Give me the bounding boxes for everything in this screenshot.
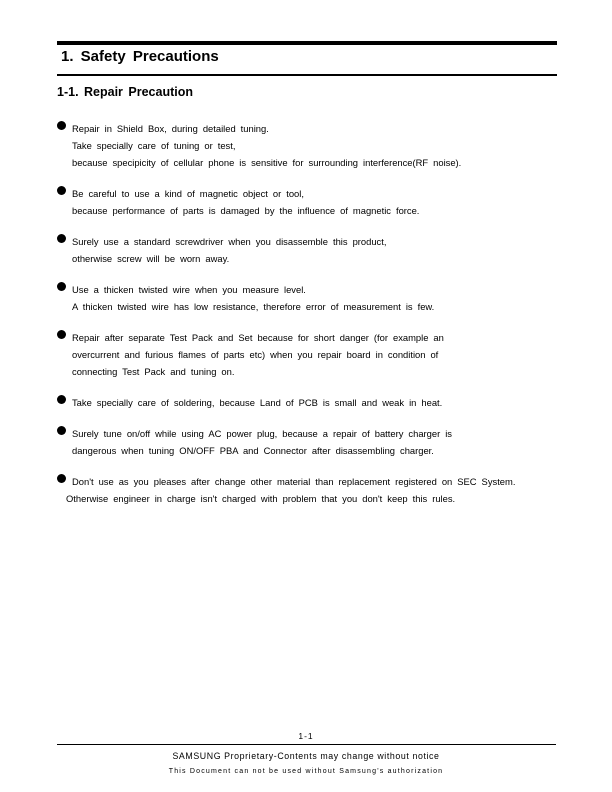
footer-legal: This Document can not be used without Samsung's authorization	[168, 768, 444, 775]
precaution-line: Repair after separate Test Pack and Set because for short danger (for example an	[72, 332, 444, 343]
bullet-icon	[57, 395, 66, 404]
bullet-icon	[57, 426, 66, 435]
precaution-list	[57, 120, 567, 507]
precaution-line: otherwise screw will be worn away.	[72, 253, 230, 264]
bullet-icon	[57, 234, 66, 243]
precaution-item	[57, 425, 567, 459]
bullet-icon	[57, 330, 66, 339]
chapter-title: 1. Safety Precautions	[61, 48, 219, 65]
precaution-line: Take specially care of tuning or test,	[72, 140, 236, 151]
footer-notice: SAMSUNG Proprietary-Contents may change without notice	[172, 751, 440, 761]
precaution-item	[57, 185, 567, 219]
bullet-icon	[57, 474, 66, 483]
footer-rule	[57, 744, 556, 745]
precaution-line: because performance of parts is damaged by the influence of magnetic force.	[72, 205, 420, 216]
bullet-icon	[57, 282, 66, 291]
precaution-line: because specipicity of cellular phone is sensitive for surrounding interference(RF noise).	[72, 157, 462, 168]
section-title: 1-1. Repair Precaution	[57, 85, 193, 99]
precaution-line: dangerous when tuning ON/OFF PBA and Connector after disassembling charger.	[72, 445, 434, 456]
bullet-icon	[57, 186, 66, 195]
precaution-line: A thicken twisted wire has low resistance, therefore error of measurement is few.	[72, 301, 435, 312]
precaution-line: Don't use as you pleases after change other material than replacement registered on SEC System.	[72, 476, 516, 487]
precaution-line: Use a thicken twisted wire when you measure level.	[72, 284, 306, 295]
precaution-line: Take specially care of soldering, because Land of PCB is small and weak in heat.	[72, 397, 443, 408]
precaution-line: connecting Test Pack and tuning on.	[72, 366, 235, 377]
precaution-item	[57, 233, 567, 267]
precaution-line: Surely tune on/off while using AC power plug, because a repair of battery charger is	[72, 428, 452, 439]
precaution-item	[57, 120, 567, 171]
precaution-line: Surely use a standard screwdriver when you disassemble this product,	[72, 236, 387, 247]
page-number: 1-1	[298, 731, 314, 741]
precaution-item	[57, 394, 567, 411]
bullet-icon	[57, 121, 66, 130]
precaution-item	[57, 281, 567, 315]
precaution-line: Otherwise engineer in charge isn't charged with problem that you don't keep this rules.	[66, 493, 456, 504]
precaution-item	[57, 329, 567, 380]
precaution-item	[57, 473, 567, 507]
precaution-line: overcurrent and furious flames of parts etc) when you repair board in condition of	[72, 349, 439, 360]
precaution-line: Repair in Shield Box, during detailed tuning.	[72, 123, 269, 134]
header-rule-thick	[57, 41, 557, 45]
precaution-line: Be careful to use a kind of magnetic object or tool,	[72, 188, 304, 199]
header-rule-thin	[57, 74, 557, 76]
